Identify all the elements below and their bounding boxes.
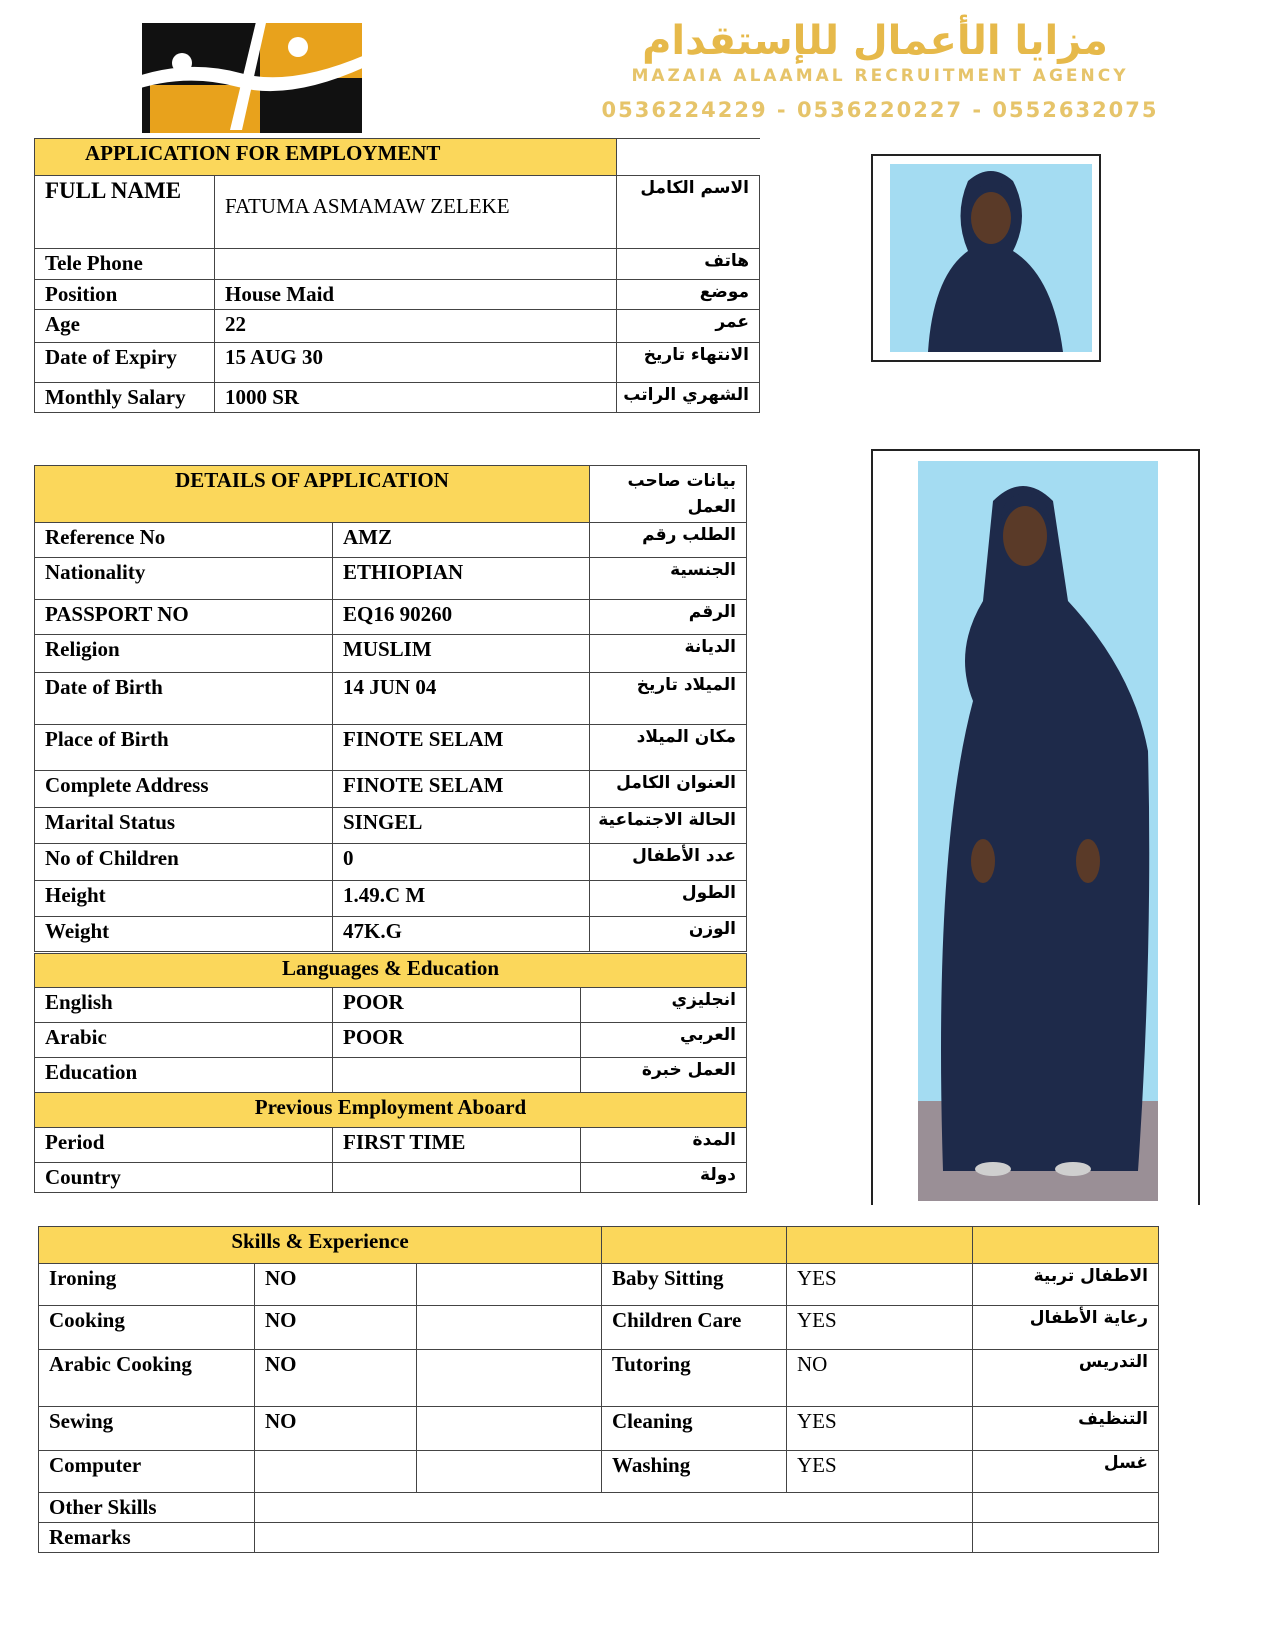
value-weight: 47K.G bbox=[333, 917, 590, 952]
label-period: Period bbox=[35, 1128, 333, 1163]
label-reference-no: Reference No bbox=[35, 523, 333, 558]
label-date-of-birth: Date of Birth bbox=[35, 673, 333, 725]
value-complete-address: FINOTE SELAM bbox=[333, 771, 590, 808]
label-no-of-children: No of Children bbox=[35, 844, 333, 881]
ar-place-of-birth: مكان الميلاد bbox=[590, 725, 747, 771]
skill-value: NO bbox=[255, 1350, 417, 1407]
value-reference-no: AMZ bbox=[333, 523, 590, 558]
ar-passport-no: الرقم bbox=[590, 600, 747, 635]
languages-title: Languages & Education bbox=[35, 954, 747, 988]
application-title: APPLICATION FOR EMPLOYMENT bbox=[35, 139, 617, 176]
label-nationality: Nationality bbox=[35, 558, 333, 600]
skill-label: Cleaning bbox=[602, 1407, 787, 1451]
value-telephone bbox=[215, 249, 617, 280]
skill-label: Tutoring bbox=[602, 1350, 787, 1407]
label-telephone: Tele Phone bbox=[35, 249, 215, 280]
value-arabic: POOR bbox=[333, 1023, 581, 1058]
value-full-name: FATUMA ASMAMAW ZELEKE bbox=[215, 176, 617, 249]
skill-value: NO bbox=[255, 1407, 417, 1451]
value-place-of-birth: FINOTE SELAM bbox=[333, 725, 590, 771]
agency-name-ar: مزايا الأعمال للإستقدام bbox=[642, 18, 1108, 64]
label-full-name: FULL NAME bbox=[35, 176, 215, 249]
ar-no-of-children: عدد الأطفال bbox=[590, 844, 747, 881]
value-date-of-birth: 14 JUN 04 bbox=[333, 673, 590, 725]
ar-reference-no: الطلب رقم bbox=[590, 523, 747, 558]
agency-logo bbox=[120, 5, 375, 135]
skill-ar: رعاية الأطفال bbox=[973, 1306, 1159, 1350]
label-education: Education bbox=[35, 1058, 333, 1093]
skill-value: YES bbox=[787, 1306, 973, 1350]
ar-monthly-salary: الشهري الراتب bbox=[617, 383, 760, 413]
value-passport-no: EQ16 90260 bbox=[333, 600, 590, 635]
ar-complete-address: العنوان الكامل bbox=[590, 771, 747, 808]
value-position: House Maid bbox=[215, 280, 617, 310]
details-table bbox=[34, 465, 747, 952]
label-country: Country bbox=[35, 1163, 333, 1193]
ar-period: المدة bbox=[581, 1128, 747, 1163]
application-table bbox=[34, 138, 760, 413]
previous-employment-title: Previous Employment Aboard bbox=[35, 1093, 747, 1128]
ar-date-of-birth: الميلاد تاريخ bbox=[590, 673, 747, 725]
skill-label: Baby Sitting bbox=[602, 1264, 787, 1306]
skill-value bbox=[255, 1451, 417, 1493]
value-nationality: ETHIOPIAN bbox=[333, 558, 590, 600]
skill-label: Arabic Cooking bbox=[39, 1350, 255, 1407]
value-country bbox=[333, 1163, 581, 1193]
skill-label: Ironing bbox=[39, 1264, 255, 1306]
skill-label: Computer bbox=[39, 1451, 255, 1493]
logo-mark-icon bbox=[120, 5, 375, 135]
other-skills-label: Other Skills bbox=[39, 1493, 255, 1523]
ar-position: موضع bbox=[617, 280, 760, 310]
portrait-photo-frame bbox=[871, 154, 1101, 362]
skill-value: NO bbox=[255, 1306, 417, 1350]
ar-height: الطول bbox=[590, 881, 747, 917]
label-position: Position bbox=[35, 280, 215, 310]
label-arabic: Arabic bbox=[35, 1023, 333, 1058]
label-monthly-salary: Monthly Salary bbox=[35, 383, 215, 413]
label-weight: Weight bbox=[35, 917, 333, 952]
value-english: POOR bbox=[333, 988, 581, 1023]
label-date-of-expiry: Date of Expiry bbox=[35, 343, 215, 383]
languages-table bbox=[34, 953, 747, 1193]
label-marital-status: Marital Status bbox=[35, 808, 333, 844]
value-period: FIRST TIME bbox=[333, 1128, 581, 1163]
skill-value: NO bbox=[255, 1264, 417, 1306]
value-age: 22 bbox=[215, 310, 617, 343]
ar-marital-status: الحالة الاجتماعية bbox=[590, 808, 747, 844]
skill-value: YES bbox=[787, 1264, 973, 1306]
value-religion: MUSLIM bbox=[333, 635, 590, 673]
skills-title: Skills & Experience bbox=[39, 1227, 602, 1264]
value-no-of-children: 0 bbox=[333, 844, 590, 881]
skill-ar: التدريس bbox=[973, 1350, 1159, 1407]
full-body-photo bbox=[873, 451, 1198, 1205]
ar-weight: الوزن bbox=[590, 917, 747, 952]
portrait-photo bbox=[873, 156, 1099, 360]
skills-table bbox=[38, 1226, 1159, 1553]
skill-ar: غسل bbox=[973, 1451, 1159, 1493]
skill-label: Washing bbox=[602, 1451, 787, 1493]
label-height: Height bbox=[35, 881, 333, 917]
label-place-of-birth: Place of Birth bbox=[35, 725, 333, 771]
ar-date-of-expiry: الانتهاء تاريخ bbox=[617, 343, 760, 383]
label-passport-no: PASSPORT NO bbox=[35, 600, 333, 635]
ar-education: العمل خبرة bbox=[581, 1058, 747, 1093]
ar-full-name: الاسم الكامل bbox=[617, 176, 760, 249]
skill-value: YES bbox=[787, 1407, 973, 1451]
details-title: DETAILS OF APPLICATION bbox=[35, 466, 590, 523]
ar-nationality: الجنسية bbox=[590, 558, 747, 600]
ar-telephone: هاتف bbox=[617, 249, 760, 280]
remarks-value bbox=[255, 1523, 973, 1553]
agency-phones: 0536224229 - 0536220227 - 0552632075 bbox=[601, 98, 1159, 122]
other-skills-value bbox=[255, 1493, 973, 1523]
value-date-of-expiry: 15 AUG 30 bbox=[215, 343, 617, 383]
remarks-label: Remarks bbox=[39, 1523, 255, 1553]
skill-ar: الاطفال تربية bbox=[973, 1264, 1159, 1306]
ar-religion: الديانة bbox=[590, 635, 747, 673]
skill-label: Children Care bbox=[602, 1306, 787, 1350]
ar-age: عمر bbox=[617, 310, 760, 343]
skill-ar: التنظيف bbox=[973, 1407, 1159, 1451]
skill-value: YES bbox=[787, 1451, 973, 1493]
label-complete-address: Complete Address bbox=[35, 771, 333, 808]
value-height: 1.49.C M bbox=[333, 881, 590, 917]
ar-english: انجليزي bbox=[581, 988, 747, 1023]
label-religion: Religion bbox=[35, 635, 333, 673]
agency-name-en: MAZAIA ALAAMAL RECRUITMENT AGENCY bbox=[631, 66, 1129, 86]
skill-label: Cooking bbox=[39, 1306, 255, 1350]
value-marital-status: SINGEL bbox=[333, 808, 590, 844]
label-age: Age bbox=[35, 310, 215, 343]
details-title-ar: بيانات صاحب العمل bbox=[590, 466, 747, 523]
skill-label: Sewing bbox=[39, 1407, 255, 1451]
ar-country: دولة bbox=[581, 1163, 747, 1193]
value-monthly-salary: 1000 SR bbox=[215, 383, 617, 413]
label-english: English bbox=[35, 988, 333, 1023]
value-education bbox=[333, 1058, 581, 1093]
ar-arabic: العربي bbox=[581, 1023, 747, 1058]
skill-value: NO bbox=[787, 1350, 973, 1407]
full-body-photo-frame bbox=[871, 449, 1200, 1205]
